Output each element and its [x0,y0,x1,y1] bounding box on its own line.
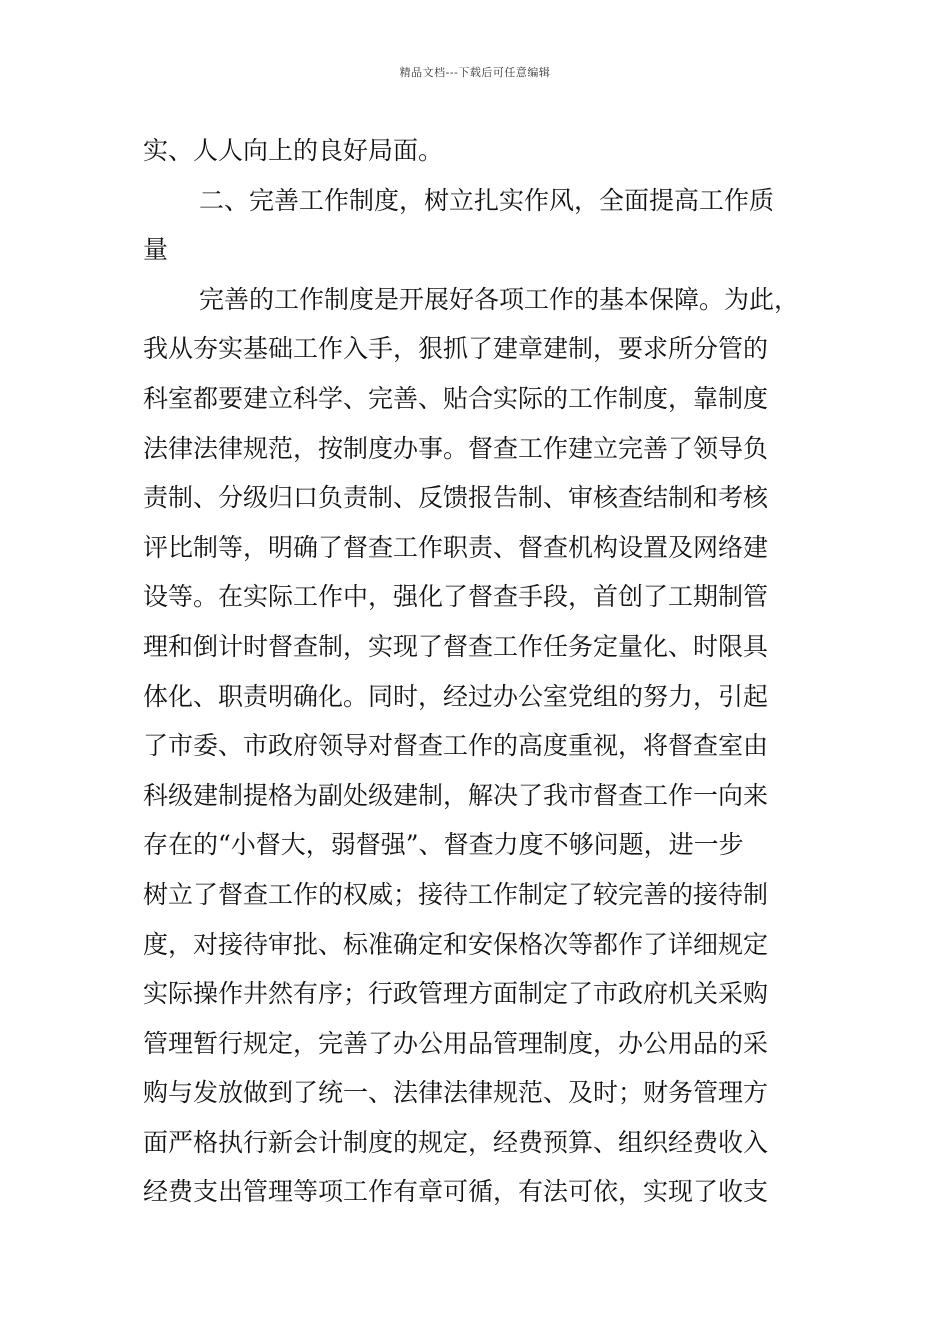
text-line: 科级建制提格为副处级建制，解决了我市督查工作一向来 [143,780,769,810]
text-line: 设等。在实际工作中，强化了督查手段，首创了工期制管 [143,582,769,612]
page-header: 精品文档---下载后可任意编辑 [399,66,551,79]
text-line: 科室都要建立科学、完善、贴合实际的工作制度，靠制度 [143,383,769,413]
text-line: 实、人人向上的良好局面。 [143,136,444,165]
text-line: 责制、分级归口负责制、反馈报告制、审核查结制和考核 [143,483,769,513]
text-line: 面严格执行新会计制度的规定，经费预算、组织经费收入 [143,1127,769,1157]
text-line: 体化、职责明确化。同时，经过办公室党组的努力，引起 [143,681,769,711]
text-line: 购与发放做到了统一、法律法律规范、及时；财务管理方 [143,1078,769,1108]
text-line: 理和倒计时督查制，实现了督查工作任务定量化、时限具 [143,631,769,661]
section-heading: 二、完善工作制度，树立扎实作风，全面提高工作质 [199,185,775,215]
section-heading-continued: 量 [143,235,169,265]
text-line: 存在的“小督大，弱督强”、督查力度不够问题，进一步 [143,830,744,860]
body-text [143,126,843,1217]
paragraph-start: 完善的工作制度是开展好各项工作的基本保障。为此， [199,284,800,314]
text-line: 树立了督查工作的权威；接待工作制定了较完善的接待制 [143,879,769,909]
text-line: 评比制等，明确了督查工作职责、督查机构设置及网络建 [143,532,769,562]
text-line: 实际操作井然有序；行政管理方面制定了市政府机关采购 [143,979,769,1009]
text-line: 了市委、市政府领导对督查工作的高度重视，将督查室由 [143,731,769,761]
text-line: 经费支出管理等项工作有章可循，有法可依，实现了收支 [143,1177,769,1207]
text-line: 度，对接待审批、标准确定和安保格次等都作了详细规定 [143,929,769,959]
text-line: 法律法律规范，按制度办事。督查工作建立完善了领导负 [143,433,769,463]
text-line: 我从夯实基础工作入手，狠抓了建章建制，要求所分管的 [143,334,769,364]
text-line: 管理暂行规定，完善了办公用品管理制度，办公用品的采 [143,1028,769,1058]
